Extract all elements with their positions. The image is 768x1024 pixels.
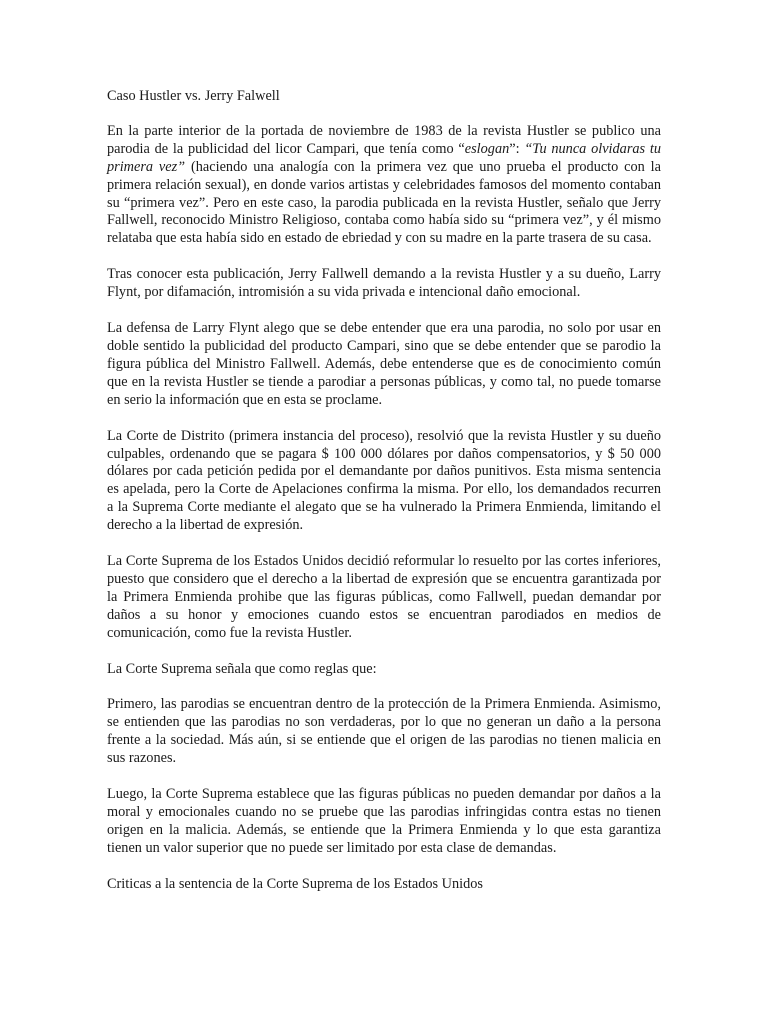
- eslogan-word: eslogan: [464, 140, 510, 157]
- paragraph-rules-intro: La Corte Suprema señala que como reglas que:: [107, 660, 377, 677]
- intro-text-colon: ”:: [509, 140, 525, 157]
- paragraph-supreme-court: La Corte Suprema de los Estados Unidos decidió reformular lo resuelto por las cortes inferiores, puesto que considero que el derecho a la libertad de expresión que se encuentra garantizada por la Primera Enmienda prohibe que las figuras públicas, como Fallwell, puedan demandar por daños a su honor y emociones cuando estos se encuentran parodiados en medios de comunicación, como fue la revista Hustler.: [107, 553, 661, 641]
- paragraph-defense: La defensa de Larry Flynt alego que se debe entender que era una parodia, no solo por usar en doble sentido la publicidad del producto Campari, sino que se debe entender que se parodio la figura pública del Ministro Fallwell. Además, debe entenderse que es de conocimiento común que en la revista Hustler se tiende a parodiar a personas públicas, y como tal, no puede tomarse en serio la información que en esta se proclame.: [107, 320, 661, 408]
- paragraph-rule-first: Primero, las parodias se encuentran dentro de la protección de la Primera Enmienda. Asimismo, se entienden que las parodias no son verdaderas, por lo que no generan un daño a la persona frente a la sociedad. Más aún, si se entiende que el origen de las parodias no tienen malicia en sus razones.: [107, 696, 661, 767]
- section-heading-criticism: Criticas a la sentencia de la Corte Suprema de los Estados Unidos: [107, 875, 483, 892]
- intro-text-start: En la parte interior de la portada de noviembre de 1983 de la revista Hustler se publico una parodia de la publicidad del licor Campari, que tenía como “: [107, 122, 661, 157]
- paragraph-rule-second: Luego, la Corte Suprema establece que las figuras públicas no pueden demandar por daños a la moral y emocionales cuando no se pruebe que las parodias infringidas contra estas no tienen origen en la malicia. Además, se entiende que la Primera Enmienda y lo que esta garantiza tienen un valor superior que no puede ser limitado por esta clase de demandas.: [107, 786, 661, 856]
- paragraph-intro: [107, 123, 661, 248]
- paragraph-lawsuit: Tras conocer esta publicación, Jerry Fallwell demando a la revista Hustler y a su dueño, Larry Flynt, por difamación, intromisión a su vida privada e intencional daño emocional.: [107, 266, 661, 301]
- document-title: Caso Hustler vs. Jerry Falwell: [107, 88, 280, 104]
- intro-text-end: (haciendo una analogía con la primera vez que uno prueba el producto con la primera relación sexual), en donde varios artistas y celebridades famosos del momento contaban su “primera vez”. Pero en este caso, la parodia publicada en la revista Hustler, señalo que Jerry Fallwell, reconocido Ministro Religioso, contaba como había sido su “primera vez”, y él mismo relataba que esta había sido en estado de ebriedad y con su madre en la parte trasera de su casa.: [107, 158, 661, 247]
- paragraph-district-court: La Corte de Distrito (primera instancia del proceso), resolvió que la revista Hustler y su dueño culpables, ordenando que se pagara $ 100 000 dólares por daños compensatorios, y $ 50 000 dólares por cada petición pedida por el demandante por daños punitivos. Esta misma sentencia es apelada, pero la Corte de Apelaciones confirma la misma. Por ello, los demandados recurren a la Suprema Corte mediante el alegato que se ha vulnerado la Primera Enmienda, limitando el derecho a la libertad de expresión.: [107, 427, 661, 534]
- document-page: [107, 88, 661, 894]
- slogan-quote: “Tu nunca olvidaras tu primera vez”: [107, 140, 661, 175]
